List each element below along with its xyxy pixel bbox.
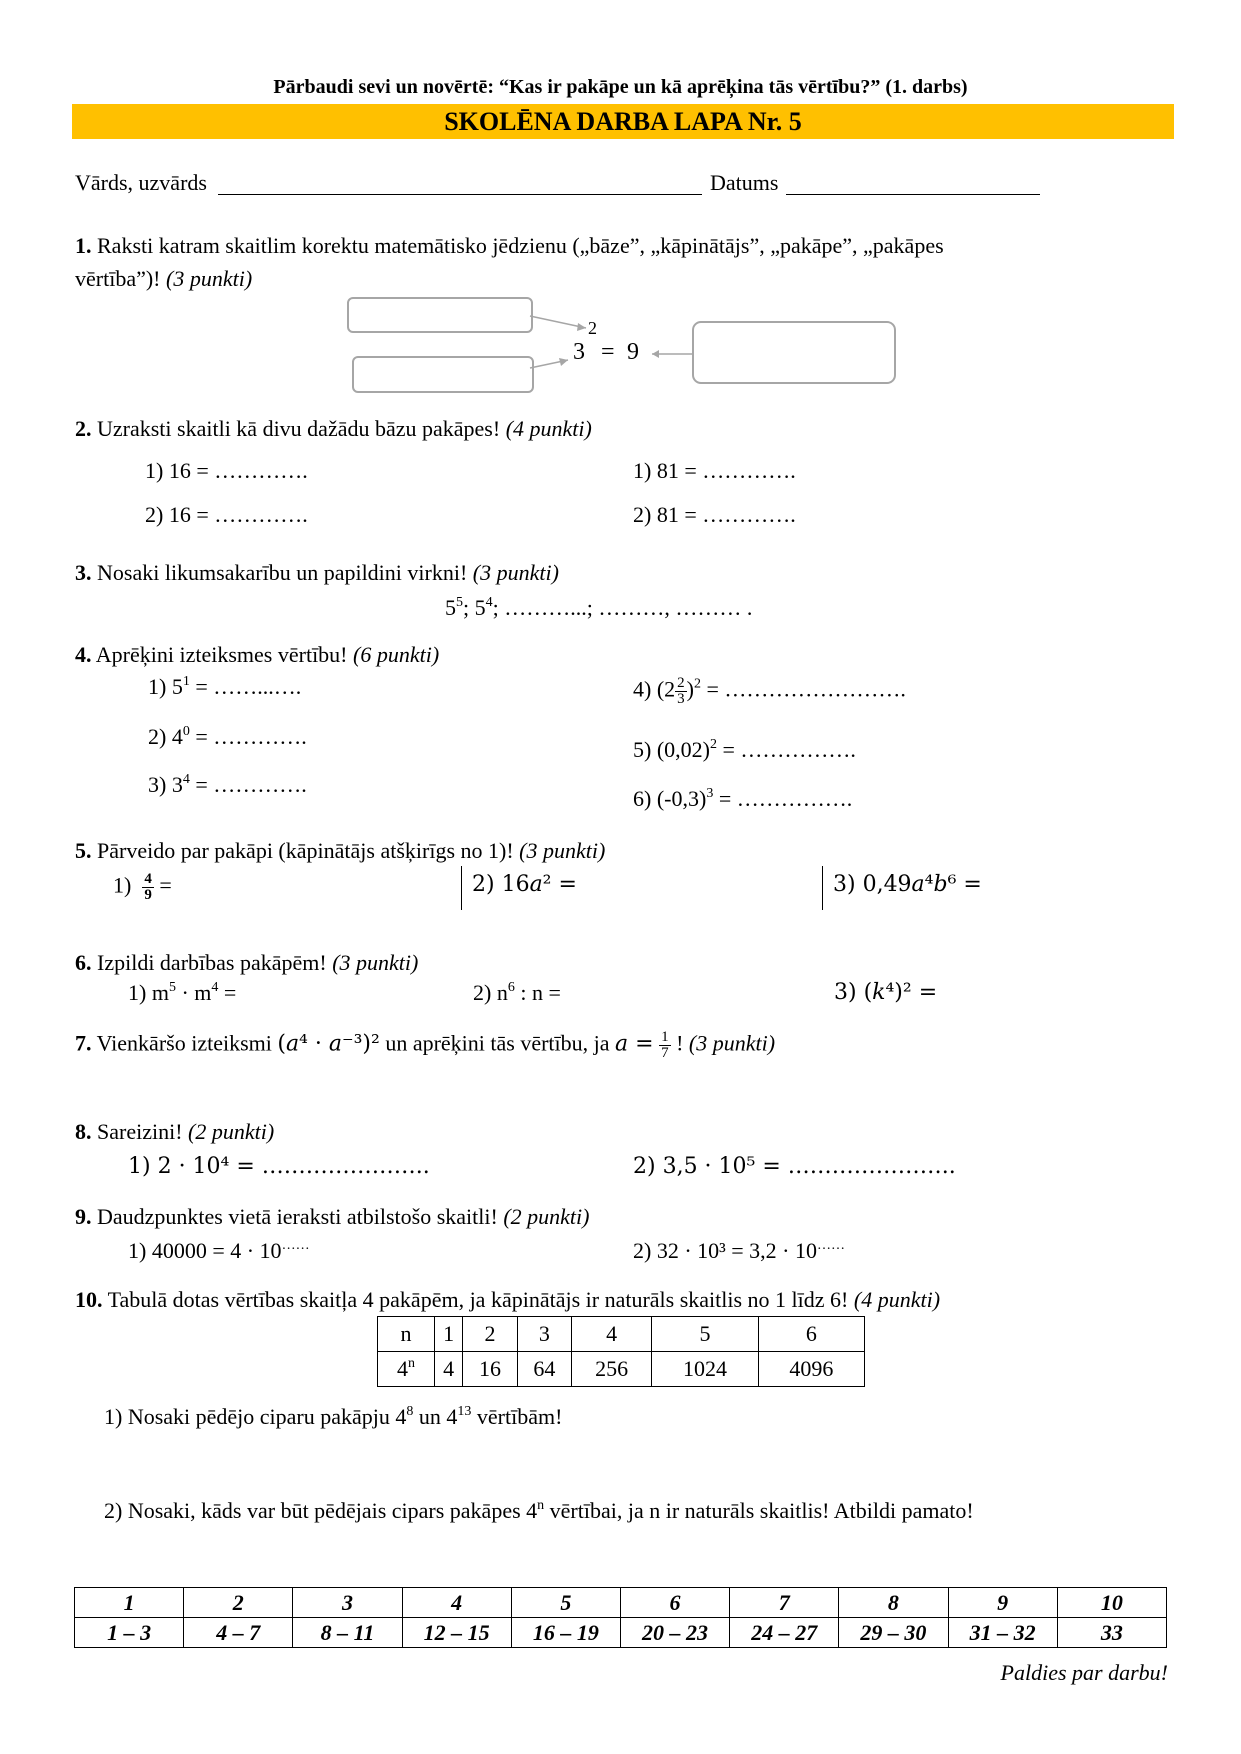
grade-cell: 5 <box>511 1588 620 1618</box>
range-cell: 24 – 27 <box>730 1618 839 1648</box>
q1-equals: = <box>601 339 615 365</box>
name-label: Vārds, uzvārds <box>75 170 207 195</box>
table-row <box>75 1618 1167 1648</box>
grade-cell: 4 <box>402 1588 511 1618</box>
grade-cell: 10 <box>1057 1588 1166 1618</box>
grade-cell: 3 <box>293 1588 402 1618</box>
range-cell: 8 – 11 <box>293 1618 402 1648</box>
q2-item: 2) 16 = …………. <box>145 502 308 527</box>
name-field[interactable] <box>218 194 702 195</box>
q9-item-2: 2) 32 · 10³ = 3,2 · 10…… <box>633 1238 845 1263</box>
q5-item-2: 2) 16𝑎² = <box>472 872 577 897</box>
thanks-note: Paldies par darbu! <box>1000 1660 1168 1685</box>
range-cell: 1 – 3 <box>75 1618 184 1648</box>
q4-item-1: 1) $5^1$ = ……...…. <box>148 674 302 699</box>
q5-text: 5. Pārveido par pakāpi (kāpinātājs atšķirīgs no 1)! (3 punkti) <box>75 838 606 863</box>
q5-item-1: 1) $\frac{4}{9}$ = <box>113 871 172 903</box>
q6-item-2: 2) $n^6$ : n = <box>473 980 561 1005</box>
q10-text: 10. Tabulā dotas vērtības skaitļa 4 pakāpēm, ja kāpinātājs ir naturāls skaitlis no 1 līdz 6! (4 punkti) <box>75 1287 941 1312</box>
range-cell: 4 – 7 <box>184 1618 293 1648</box>
range-cell: 16 – 19 <box>511 1618 620 1648</box>
table-row <box>378 1352 865 1387</box>
table-cell: 2 <box>463 1317 517 1352</box>
q1-answer-box-exponent[interactable] <box>347 297 533 333</box>
q5-divider <box>461 866 462 910</box>
q3-text: 3. Nosaki likumsakarību un papildini virkni! (3 punkti) <box>75 560 559 585</box>
grade-cell: 8 <box>839 1588 948 1618</box>
q3-sequence: $5^5$; $5^4$; ………...; ………, ……… . <box>445 595 753 620</box>
range-cell: 33 <box>1057 1618 1166 1648</box>
grade-cell: 9 <box>948 1588 1057 1618</box>
table-cell: 4 <box>572 1317 652 1352</box>
grade-cell: 6 <box>620 1588 729 1618</box>
q4-item-4: 4) (2 $\frac{2}{3}$ )$^2$ = ……………………. <box>633 675 906 707</box>
q4-item-6: 6) $(-0,3)^3$ = ……………. <box>633 786 853 811</box>
q1-value: 9 <box>627 339 639 365</box>
q5-item-3: 3) 0,49𝑎⁴𝑏⁶ = <box>833 872 982 897</box>
powers-table <box>377 1316 865 1387</box>
worksheet-subtitle: Pārbaudi sevi un novērtē: “Kas ir pakāpe un kā aprēķina tās vērtību?” (1. darbs) <box>273 76 968 98</box>
table-cell: 5 <box>652 1317 758 1352</box>
q1-text-line1: 1. Raksti katram skaitlim korektu matemātisko jēdzienu („bāze”, „kāpinātājs”, „pakāpe”, „pakāpes <box>75 233 944 258</box>
range-cell: 31 – 32 <box>948 1618 1057 1648</box>
q6-item-1: 1) $m^5 \cdot m^4$ = <box>128 980 237 1005</box>
q5-divider <box>822 866 823 910</box>
table-cell: 16 <box>463 1352 517 1387</box>
range-cell: 12 – 15 <box>402 1618 511 1648</box>
q8-text: 8. Sareizini! (2 punkti) <box>75 1119 275 1144</box>
q2-text: 2. Uzraksti skaitli kā divu dažādu bāzu pakāpes! (4 punkti) <box>75 416 592 441</box>
q1-text-line2: vērtība”)! (3 punkti) <box>75 266 253 291</box>
table-cell: 3 <box>517 1317 571 1352</box>
q2-item: 1) 16 = …………. <box>145 458 308 483</box>
table-cell: 4096 <box>758 1352 864 1387</box>
q4-item-2: 2) $4^0$ = …………. <box>148 724 307 749</box>
q1-exponent: 2 <box>588 318 597 338</box>
q1-answer-box-value[interactable] <box>692 321 896 384</box>
q8-item-2: 2) 3,5 · 10⁵ = ………………….. <box>633 1154 956 1179</box>
q10-subtask-2: 2) Nosaki, kāds var būt pēdējais cipars pakāpes 4$^n$ vērtībai, ja n ir naturāls skaitlis! Atbildi pamato! <box>104 1498 974 1523</box>
table-cell: 64 <box>517 1352 571 1387</box>
q2-item: 1) 81 = …………. <box>633 458 796 483</box>
grade-cell: 1 <box>75 1588 184 1618</box>
q6-item-3: 3) (𝑘⁴)² = <box>834 980 938 1005</box>
table-cell: 1024 <box>652 1352 758 1387</box>
table-cell: n <box>378 1317 435 1352</box>
q9-text: 9. Daudzpunktes vietā ieraksti atbilstošo skaitli! (2 punkti) <box>75 1204 590 1229</box>
table-cell: 4$^n$ <box>378 1352 435 1387</box>
date-label: Datums <box>710 170 779 195</box>
q4-text: 4. Aprēķini izteiksmes vērtību! (6 punkti) <box>75 642 440 667</box>
table-cell: 1 <box>435 1317 463 1352</box>
q1-answer-box-base[interactable] <box>352 356 534 393</box>
grade-cell: 2 <box>184 1588 293 1618</box>
worksheet-title: SKOLĒNA DARBA LAPA Nr. 5 <box>444 107 802 136</box>
table-cell: 4 <box>435 1352 463 1387</box>
table-cell: 256 <box>572 1352 652 1387</box>
range-cell: 29 – 30 <box>839 1618 948 1648</box>
range-cell: 20 – 23 <box>620 1618 729 1648</box>
q4-item-5: 5) $(0,02)^2$ = ……………. <box>633 737 856 762</box>
table-row <box>75 1588 1167 1618</box>
table-row <box>378 1317 865 1352</box>
q10-subtask-1: 1) Nosaki pēdējo ciparu pakāpju $4^8$ un $4^{13}$ vērtībām! <box>104 1404 563 1429</box>
q8-item-1: 1) 2 · 10⁴ = ………………….. <box>128 1154 430 1179</box>
q4-item-3: 3) $3^4$ = …………. <box>148 772 307 797</box>
q7-text: 7. Vienkāršo izteiksmi (𝑎⁴ · 𝑎⁻³)² un aprēķini tās vērtību, ja 𝑎 = $\frac{1}{7}$ ! (3 punkti) <box>75 1029 776 1061</box>
q9-item-1: 1) 40000 = 4 · 10…… <box>128 1238 310 1263</box>
q2-item: 2) 81 = …………. <box>633 502 796 527</box>
q1-base: 3 <box>573 339 585 365</box>
table-cell: 6 <box>758 1317 864 1352</box>
date-field[interactable] <box>786 194 1040 195</box>
q6-text: 6. Izpildi darbības pakāpēm! (3 punkti) <box>75 950 419 975</box>
grade-table <box>74 1587 1167 1648</box>
grade-cell: 7 <box>730 1588 839 1618</box>
